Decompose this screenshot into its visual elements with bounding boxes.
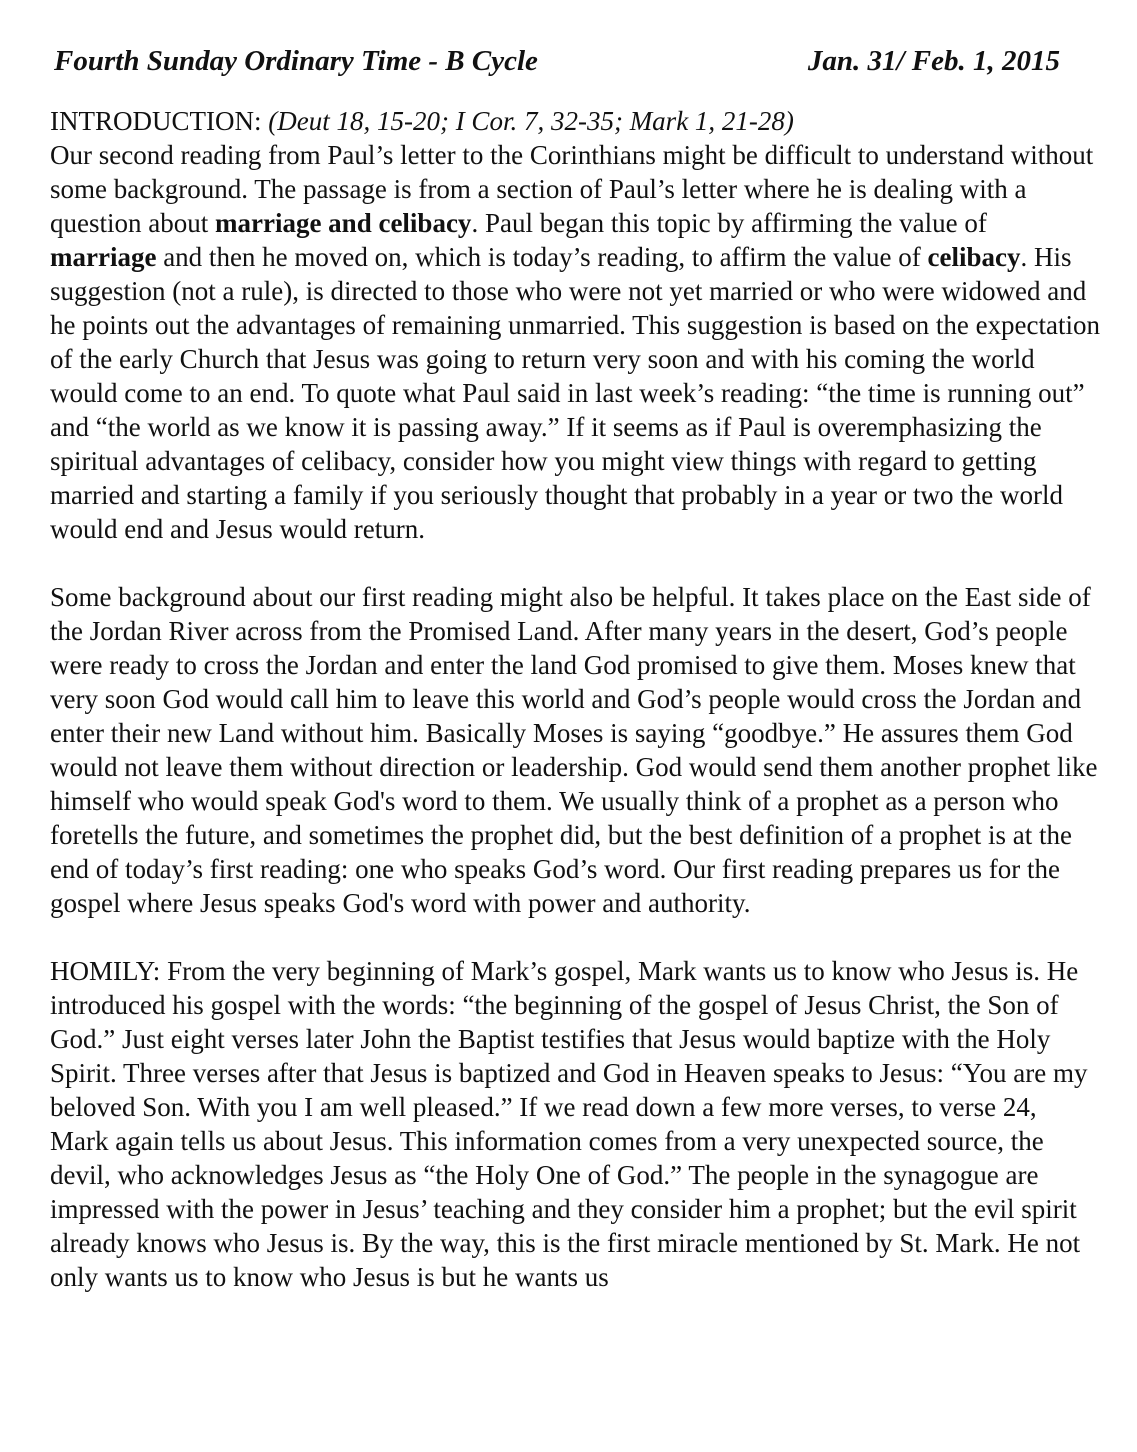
- bold-term: celibacy: [927, 242, 1021, 272]
- homily-text: From the very beginning of Mark’s gospel, Mark wants us to know who Jesus is. He introduced his gospel with the words: “the beginning of the gospel of Jesus Christ, the Son of God.” Just eight verses later John the Baptist testifies that Jesus would baptize with the Holy Spirit. Three verses after that Jesus is baptized and God in Heaven speaks to Jesus: “You are my beloved Son. With you I am well pleased.” If we read down a few more verses, to verse 24, Mark again tells us about Jesus. This information comes from a very unexpected source, the devil, who acknowledges Jesus as “the Holy One of God.” The people in the synagogue are impressed with the power in Jesus’ teaching and they consider him a prophet; but the evil spirit already knows who Jesus is. By the way, this is the first miracle mentioned by St. Mark. He not only wants us to know who Jesus is but he wants us: [50, 956, 1088, 1292]
- bold-term: marriage: [50, 242, 157, 272]
- intro-text-segment: and then he moved on, which is today’s reading, to affirm the value of: [156, 242, 928, 272]
- homily-title: Fourth Sunday Ordinary Time - B Cycle: [54, 45, 538, 77]
- homily-date: Jan. 31/ Feb. 1, 2015: [807, 45, 1060, 77]
- introduction-section: [50, 104, 1100, 1294]
- intro-text-segment: Our second reading from Paul’s letter to the Corinthians might be difficult to understand without some background. The passage is from a section of Paul’s letter where he is dealing with a question about: [50, 140, 1094, 238]
- homily-paragraph: [50, 954, 1100, 1294]
- introduction-paragraph-2: Some background about our first reading might also be helpful. It takes place on the East side of the Jordan River across from the Promised Land. After many years in the desert, God’s people were ready to cross the Jordan and enter the land God promised to give them. Moses knew that very soon God would call him to leave this world and God’s people would cross the Jordan and enter their new Land without him. Basically Moses is saying “goodbye.” He assures them God would not leave them without direction or leadership. God would send them another prophet like himself who would speak God's word to them. We usually think of a prophet as a person who foretells the future, and sometimes the prophet did, but the best definition of a prophet is at the end of today’s first reading: one who speaks God’s word. Our first reading prepares us for the gospel where Jesus speaks God's word with power and authority.: [50, 582, 1098, 918]
- document-header: [50, 44, 1100, 78]
- paragraph-spacer: [50, 546, 1100, 580]
- introduction-paragraph-1: [50, 138, 1100, 546]
- bold-term: marriage and celibacy: [214, 208, 472, 238]
- paragraph-spacer: [50, 920, 1100, 954]
- document-page: [50, 44, 1100, 1294]
- scripture-references: (Deut 18, 15-20; I Cor. 7, 32-35; Mark 1, 21-28): [268, 106, 794, 136]
- introduction-label: INTRODUCTION:: [50, 106, 262, 136]
- intro-text-segment: . Paul began this topic by affirming the value of: [471, 208, 987, 238]
- homily-label: HOMILY:: [50, 956, 161, 986]
- intro-text-segment: . His suggestion (not a rule), is directed to those who were not yet married or who were widowed and he points out the advantages of remaining unmarried. This suggestion is based on the expectation of the early Church that Jesus was going to return very soon and with his coming the world would come to an end. To quote what Paul said in last week’s reading: “the time is running out” and “the world as we know it is passing away.” If it seems as if Paul is overemphasizing the spiritual advantages of celibacy, consider how you might view things with regard to getting married and starting a family if you seriously thought that probably in a year or two the world would end and Jesus would return.: [50, 242, 1101, 544]
- introduction-heading: [50, 104, 1100, 138]
